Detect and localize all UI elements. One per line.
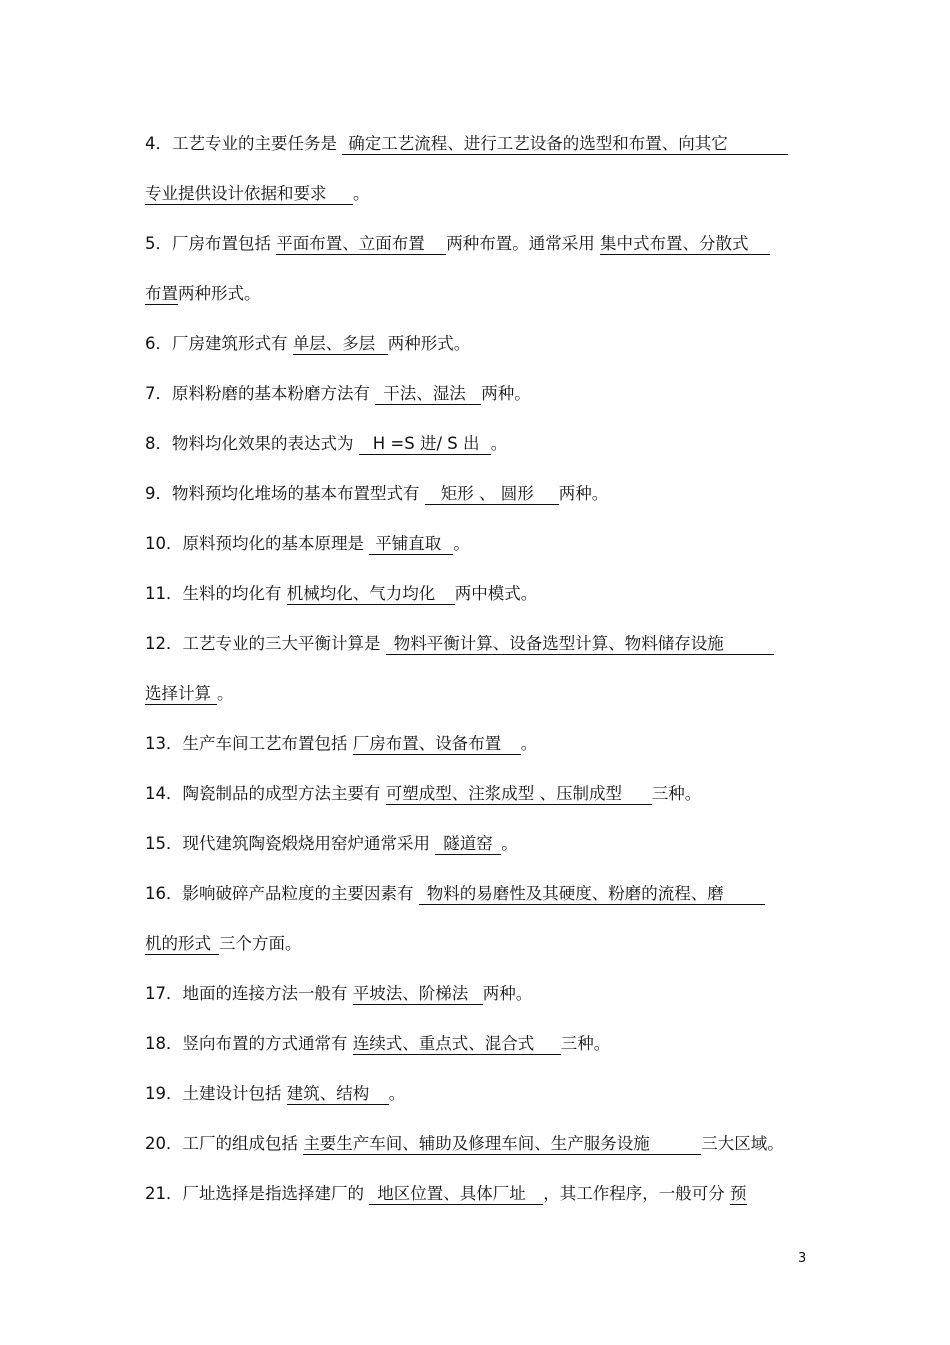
answer-blank: 地区位置、具体厂址 [369, 1184, 543, 1205]
question-7 [145, 383, 531, 405]
answer-blank: 连续式、重点式、混合式 [353, 1034, 561, 1055]
answer-blank: 矩形 、 圆形 [425, 484, 559, 505]
question-number: 13． [145, 734, 183, 753]
question-text: 三种。 [651, 784, 702, 803]
question-text: 原料预均化的基本原理是 [182, 534, 364, 553]
question-number: 16． [145, 884, 183, 903]
question-text: 物料均化效果的表达式为 [172, 434, 354, 453]
question-11 [145, 583, 537, 605]
question-number: 15． [145, 834, 183, 853]
question-21 [145, 1183, 747, 1205]
question-text: 。 [520, 734, 538, 753]
answer-blank: 预 [730, 1184, 747, 1203]
question-text: 三种。 [560, 1034, 611, 1053]
question-number: 18． [145, 1034, 183, 1053]
question-20 [145, 1133, 784, 1155]
question-12 [145, 633, 774, 655]
answer-blank: 主要生产车间、辅助及修理车间、生产服务设施 [303, 1134, 701, 1155]
question-number: 17． [145, 984, 183, 1003]
question-text: 三个方面。 [219, 934, 302, 953]
question-16 [145, 883, 765, 905]
answer-blank: 机械均化、气力均化 [287, 584, 455, 605]
question-13 [145, 733, 537, 755]
question-number: 4． [145, 134, 172, 153]
answer-blank: 物料的易磨性及其硬度、粉磨的流程、磨 [419, 884, 765, 905]
question-15 [145, 833, 518, 855]
question-text: 两种形式。 [178, 284, 261, 303]
question-14 [145, 783, 701, 805]
question-text: 物料预均化堆场的基本布置型式有 [172, 484, 420, 503]
question-number: 11． [145, 584, 183, 603]
question-text: 。 [490, 434, 508, 453]
question-text: 竖向布置的方式通常有 [182, 1034, 348, 1053]
question-number: 19． [145, 1084, 183, 1103]
question-number: 21． [145, 1184, 183, 1203]
answer-blank: 可塑成型、注浆成型 、压制成型 [386, 784, 652, 805]
question-text: 两种布置。通常采用 [446, 234, 595, 253]
question-text: 厂房布置包括 [172, 234, 271, 253]
question-text: 生产车间工艺布置包括 [182, 734, 348, 753]
answer-blank: H =S 进/ S 出 [359, 434, 491, 455]
question-text: 两中模式。 [454, 584, 538, 603]
question-4-cont [145, 183, 370, 205]
question-number: 8． [145, 434, 172, 453]
question-text: 。 [217, 684, 234, 703]
answer-blank: 专业提供设计依据和要求 [145, 184, 353, 205]
answer-blank: 确定工艺流程、进行工艺设备的选型和布置、向其它 [342, 134, 788, 155]
question-number: 20． [145, 1134, 183, 1153]
answer-blank: 物料平衡计算、设备选型计算、物料储存设施 [386, 634, 774, 655]
question-16-cont [145, 933, 302, 955]
question-text: 地面的连接方法一般有 [182, 984, 348, 1003]
answer-blank: 集中式布置、分散式 [600, 234, 770, 255]
answer-blank: 隧道窑 [435, 834, 501, 855]
question-text: 工艺专业的三大平衡计算是 [182, 634, 381, 653]
question-text: 现代建筑陶瓷煅烧用窑炉通常采用 [182, 834, 430, 853]
question-9 [145, 483, 608, 505]
question-text: 。 [353, 184, 370, 203]
question-number: 14． [145, 784, 183, 803]
question-text: 陶瓷制品的成型方法主要有 [182, 784, 381, 803]
answer-blank: 布置 [145, 284, 178, 303]
question-text: 。 [501, 834, 518, 853]
question-6 [145, 333, 470, 355]
question-text: 厂房建筑形式有 [172, 334, 288, 353]
question-number: 12． [145, 634, 183, 653]
page-number: 3 [798, 1251, 807, 1266]
question-4 [145, 133, 788, 155]
question-text: 厂址选择是指选择建厂的 [182, 1184, 364, 1203]
question-text: 工艺专业的主要任务是 [172, 134, 337, 153]
question-10 [145, 533, 470, 555]
question-text: 两种。 [558, 484, 609, 503]
answer-blank: 单层、多层 [293, 334, 388, 355]
question-18 [145, 1033, 610, 1055]
answer-blank: 选择计算 [145, 684, 217, 705]
question-number: 5． [145, 234, 172, 253]
answer-blank: 平坡法、阶梯法 [353, 984, 483, 1005]
question-text: 三大区域。 [701, 1134, 784, 1153]
question-text: 两种。 [482, 984, 533, 1003]
answer-blank: 建筑、结构 [287, 1084, 389, 1105]
question-text: ，其工作程序，一般可分 [543, 1184, 725, 1203]
question-number: 10． [145, 534, 183, 553]
question-12-cont [145, 683, 234, 705]
question-text: 原料粉磨的基本粉磨方法有 [172, 384, 370, 403]
question-19 [145, 1083, 405, 1105]
answer-blank: 机的形式 [145, 934, 219, 955]
question-text: 两种。 [481, 384, 531, 403]
question-8 [145, 433, 507, 455]
question-text: 。 [388, 1084, 406, 1103]
question-text: 影响破碎产品粒度的主要因素有 [182, 884, 414, 903]
question-text: 两种形式。 [387, 334, 471, 353]
answer-blank: 干法、湿法 [375, 384, 481, 405]
question-5 [145, 233, 770, 255]
question-text: 生料的均化有 [182, 584, 282, 603]
question-number: 9． [145, 484, 172, 503]
question-17 [145, 983, 532, 1005]
question-text: 土建设计包括 [182, 1084, 282, 1103]
question-number: 6． [145, 334, 172, 353]
answer-blank: 平面布置、立面布置 [276, 234, 446, 255]
answer-blank: 平铺直取 [369, 534, 453, 555]
answer-blank: 厂房布置、设备布置 [353, 734, 521, 755]
question-text: 。 [453, 534, 470, 553]
question-number: 7． [145, 384, 172, 403]
question-5-cont [145, 283, 261, 305]
question-text: 工厂的组成包括 [182, 1134, 298, 1153]
